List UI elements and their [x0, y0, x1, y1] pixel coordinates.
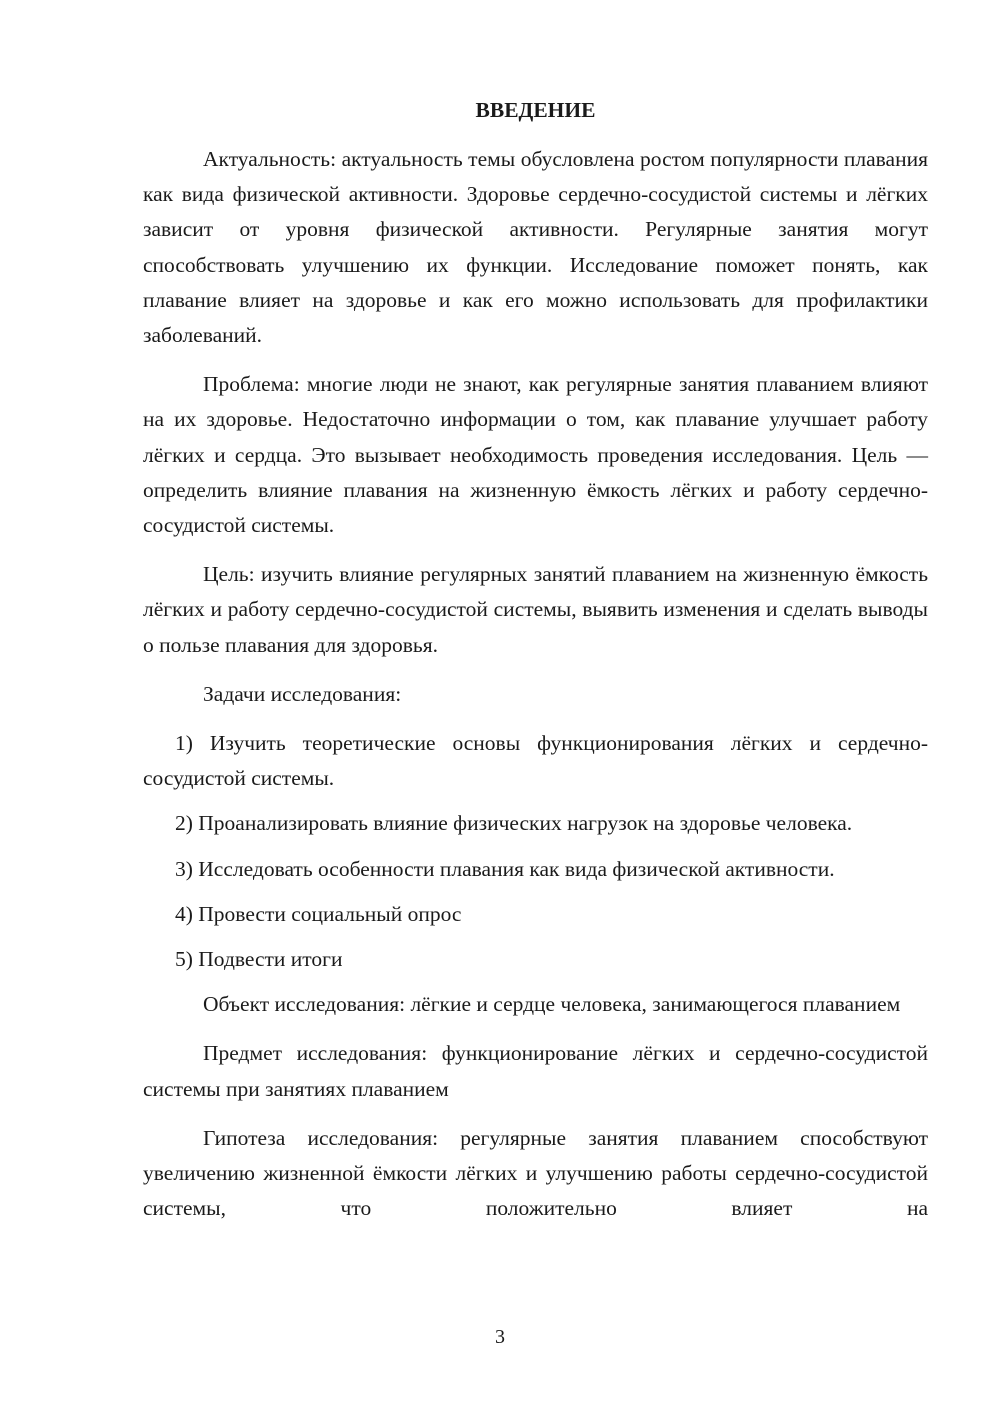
task-item-5: 5) Подвести итоги — [175, 947, 343, 972]
page-content — [143, 92, 928, 1240]
task-item-3: 3) Исследовать особенности плавания как вида физической активности. — [175, 856, 835, 881]
task-item-1: 1) Изучить теоретические основы функционирования лёгких и сердечно-сосудистой системы. — [143, 731, 928, 791]
task-item-4: 4) Провести социальный опрос — [175, 901, 462, 926]
goal-paragraph: Цель: изучить влияние регулярных занятий плаванием на жизненную ёмкость лёгких и работу сердечно-сосудистой системы, выявить изменения и сделать выводы о пользе плавания для здоровья. — [143, 562, 928, 657]
problem-paragraph: Проблема: многие люди не знают, как регулярные занятия плаванием влияют на их здоровье. Недостаточно информации о том, как плавание улучшает работу лёгких и сердца. Это вызывает необходимость проведения исследования. Цель — определить влияние плавания на жизненную ёмкость лёгких и работу сердечно-сосудистой системы. — [143, 372, 928, 538]
task-item-2: 2) Проанализировать влияние физических нагрузок на здоровье человека. — [175, 811, 853, 836]
hypothesis-paragraph: Гипотеза исследования: регулярные занятия плаванием способствуют увеличению жизненной ёмкости лёгких и улучшению работы сердечно-сосудистой системы, что положительно влияет на — [143, 1125, 928, 1221]
page-title: ВВЕДЕНИЕ — [475, 98, 596, 122]
subject-paragraph: Предмет исследования: функционирование лёгких и сердечно-сосудистой системы при занятиях плаванием — [143, 1041, 928, 1101]
tasks-heading: Задачи исследования: — [203, 681, 402, 706]
relevance-paragraph: Актуальность: актуальность темы обусловлена ростом популярности плавания как вида физической активности. Здоровье сердечно-сосудистой системы и лёгких зависит от уровня физической активности. Регулярные занятия могут способствовать улучшению их функции. Исследование поможет понять, как плавание влияет на здоровье и как его можно использовать для профилактики заболеваний. — [143, 147, 928, 348]
page-number: 3 — [495, 1326, 505, 1348]
object-paragraph: Объект исследования: лёгкие и сердце человека, занимающегося плаванием — [203, 992, 901, 1017]
